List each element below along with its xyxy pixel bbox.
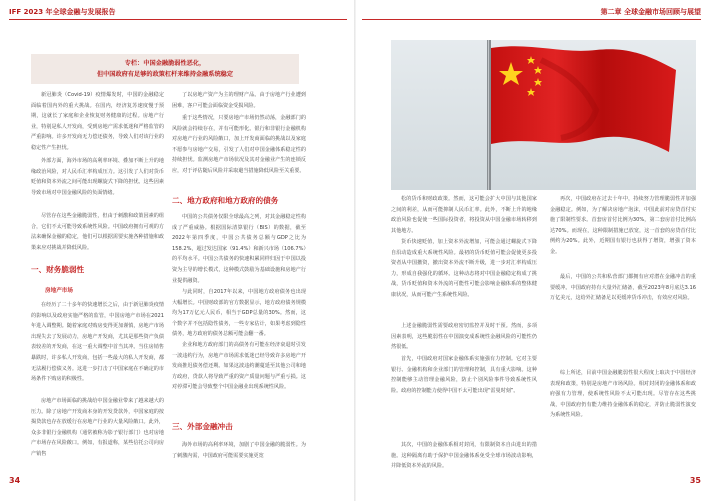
section-heading-2: 二、地方政府和地方政府的债务 [172,196,279,205]
subsection-heading-real-estate: 房地产市场 [45,288,73,294]
right-col2-p2 [550,272,696,368]
paragraph: 新冠肺炎（Covid-19）疫情爆发时，中国的金融稳定面临着国内外的重大挑战。在国内，经济复苏速度慢于预期，这就长了家庭和企业恢复财务健康的过程。房地产行业，特别是私人开发商，受到房地产需求低迷和严格监管的严重影响。许多开发商无力偿还债务，导致人们对该行业的稳定性产生担忧。 [31,92,164,151]
paragraph: 其次，中国的金融体系相对封闭，有限制资本自由进出的措施。这种隔离有助于保护中国金融体系免受全球市场波动影响，并降低资本外流的风险。 [391,442,537,470]
section-heading-1: 一、财务脆弱性 [31,265,85,274]
paragraph: 最后，中国的公共和私营部门都拥有应对潜在金融冲击的重要缓冲。中国政府持有大量外汇储备，截至2023年8月底达3.16万亿美元，这给外汇储备足以更缓冲货币冲击，有效应对风险。 [550,274,696,302]
paragraph: 上述金融脆弱性需要政府密切监控并及时干预。然而，多项因素表明，这些脆弱性在中国演变成系统性金融风险的可能性仍然很低。 [391,323,537,351]
section-heading-3: 三、外部金融冲击 [172,422,233,431]
callout-box [31,54,299,84]
paragraph: 再次，中国政府在过去十年中，持续努力管理脆弱性并加强金融稳定。例如，为了解决房地产泡沫，中国此前对房贷首付实施了限制性要求。首套房首付比例为30%，第二套房首付比例高达70%。而现在，这种限制措施已放宽，这一首套的房贷首付比例约为20%。此外，近期国有银行也获得了增资，增强了资本金。 [550,196,696,255]
right-col1-p3 [391,321,537,353]
left-col2-p5 [172,340,306,414]
left-col2-p1 [172,90,306,112]
left-col2-p4 [172,287,306,340]
paragraph: 了以房地产资产为主的理财产品。由于房地产行业遭到困难，客户可能会面临资金受损风险。 [172,92,306,109]
paragraph: 中国的公共债务仅限全球最高之列，对其金融稳定性构成了严重威胁。根据国际清算银行（BIS）的数据，截至2022年第四季度，中国公共债务总额与GDP之比为158.2%，超过发达国家（91.4%）和新兴市场（106.7%）的平均水平。中国公共债务的快速积累同样归因于中国以投资为主导的增长模式，这种模式鼓励为基础设施和房地产行业提供融资。 [172,214,306,284]
callout-title-line2: 但中国政府有足够的政策杠杆来维持金融系统稳定 [96,71,234,78]
paragraph: 松的货币和财政政策。然而，这可能会扩大中国与其他国家之间的利差，从而可能抑制人民币汇率。此外，不断上升的地缘政治风险也促使一些国际投资者，将投资从中国金融市场转移到其他地方。 [391,196,537,234]
chinese-flag-illustration [391,40,696,190]
right-col1-p5 [391,440,537,472]
paragraph: 与此同时，自2017年以来，中国地方政府债务也出现大幅增长。中国财政部的官方数据显示，地方政府债务规模均为17万亿元人民币，相当于GDP总量的30%。然而，这个数字并不包括隐性债务，一些专家估计，如果考虑到隐性债务，地方政府的债务总额可能会翻一番。 [172,289,306,338]
left-col2-p2 [172,113,306,188]
paragraph: 外部方面，海外市场的高利率环境、叠加不断上升的地缘政治风险，对人民币汇率构成压力。这引发了人们对货币贬值和资本外流之间可能出现螺旋式下降的担忧。这些因素导致市场对中国金融风险的负面情绪。 [31,158,164,196]
paragraph: 企业和地方政府部门的高债务有可能在经济衰退时引发一波违约行为，房地产市场需求低迷已经导致许多房地产开发商推迟债务偿还期。如果这波违约潮蔓延至其他公司和地方政府，贷款人将导致严重的资产质量问题与严重亏损。这对停滞可能会导致整个中国金融业出现系统性风险。 [172,342,306,391]
paragraph: 重于这些情况，只要房地产市场仍然动荡，金融部门的风险就会持续存在，并有可能形化。银行和非银行金融机构对房地产行业的风险敞口，加上开发商面临的挑战以及家庭不愿参与房地产交易，引发了人们对中国金融体系稳定性的持续担忧。监测房地产市场状况及其对金融业产生的连锁反应，对于评估随后风险并采取避当措施降低风险至关重要。 [172,115,306,174]
page-number-right: 35 [689,476,701,485]
right-page-header: 第二章 全球金融市场回顾与展望 [600,8,701,16]
flag-photo [391,40,696,190]
paragraph: 首先，中国政府对国家金融体系实施强有力控制。它对主要银行、金融机构和企业部门的管理和控制，具有重大影响。这种控制能够主动管理金融风险，防止个别风险事件导致系统性风险。政府的控制能力使得中国不太可能出现“雷曼时刻”。 [391,356,537,394]
left-col1-p2 [31,156,164,210]
right-col1-p2 [391,237,537,321]
callout-title-line1: 专栏：中国金融脆弱性恶化， [124,60,206,67]
left-col2-p6 [172,440,306,472]
paragraph: 综上所述，目前中国金融脆弱性很大程度上取决于中国经济表现和政策，特别是房地产市场风险。相对封闭的金融体系和政府强有力管理，使系统性风险不太可能出现。尽管存在这些挑战，中国政府仍有能力维持金融体系的稳定，并防止脆弱性演变为系统性风险。 [550,370,696,419]
paragraph: 在经历了二十多年的快速增长之后，由于新冠肺炎疫情的影响以及政府实施严格的监管，中国房地产市场在2021年进入调整期。随着家庭对购房变得更加谨慎，房地产市场出现失去了发展动力，房地产开发商，尤其是那些资产负债表较差的开发商，在这一重大调整中首当其冲。当住房销售暴跌时，许多私人开发商，包括一些最大的私人开发商，都无法履行偿债义务。这进一步打击了中国家庭在不确定的市场条件下购房的积极性。 [31,302,164,383]
page-gutter [354,0,356,501]
right-col1-p4 [391,354,537,440]
page-number-left: 34 [9,476,21,485]
left-col1-p3 [31,211,164,263]
left-col2-p3 [172,212,306,286]
right-col1-p1 [391,194,537,236]
left-page-header: IFF 2023 年全球金融与发展报告 [9,8,116,16]
paragraph: 尽管存在这些金融脆弱性，但由于刺激和政策因素的组合，它们不太可能导致系统性风险。中国政府拥有可观的方法来确保金融的稳定，他们可以根据需要实施各种措施和政策来应对挑战并降低风险。 [31,213,164,251]
right-header-rule [362,19,701,20]
left-header-rule [9,19,347,20]
paragraph: 房地产市场面临的挑战给中国金融业带来了越来越大的压力。除了房地产开发商本身的开发贷款外，中国家庭的按揭贷款也存在放缓行在房地产行业的大量风险敞口。此外，众多非银行金融机构（通常被称为影子银行部门）也对房地产市场存在风险敞口。例如，有报道称，某些信托公司向房产销售 [31,398,164,457]
right-col2-p3 [550,368,696,472]
left-col1-p4 [31,300,164,396]
right-col2-p1 [550,194,696,270]
paragraph: 货币快速贬值，加上资本外流增加，可能会通过螺旋式下降自沿动造成重大系统性风险。最初的货币贬值可能会促使更多投资者从中国撤资，撤出资本外流不断升级，进一步对汇率构成压力，形成自我强化的循环。这种动态将对中国金融稳定构成了挑战，货币贬值和资本外流的可能性可能会影响金融体系的整体健康状况，从而可能产生系统性风险。 [391,239,537,298]
left-col1-p5 [31,396,164,478]
paragraph: 海外市场的高利率环境，加剧了中国金融的脆弱性。为了刺激内需，中国政府可能需要实施更宽 [172,442,306,459]
